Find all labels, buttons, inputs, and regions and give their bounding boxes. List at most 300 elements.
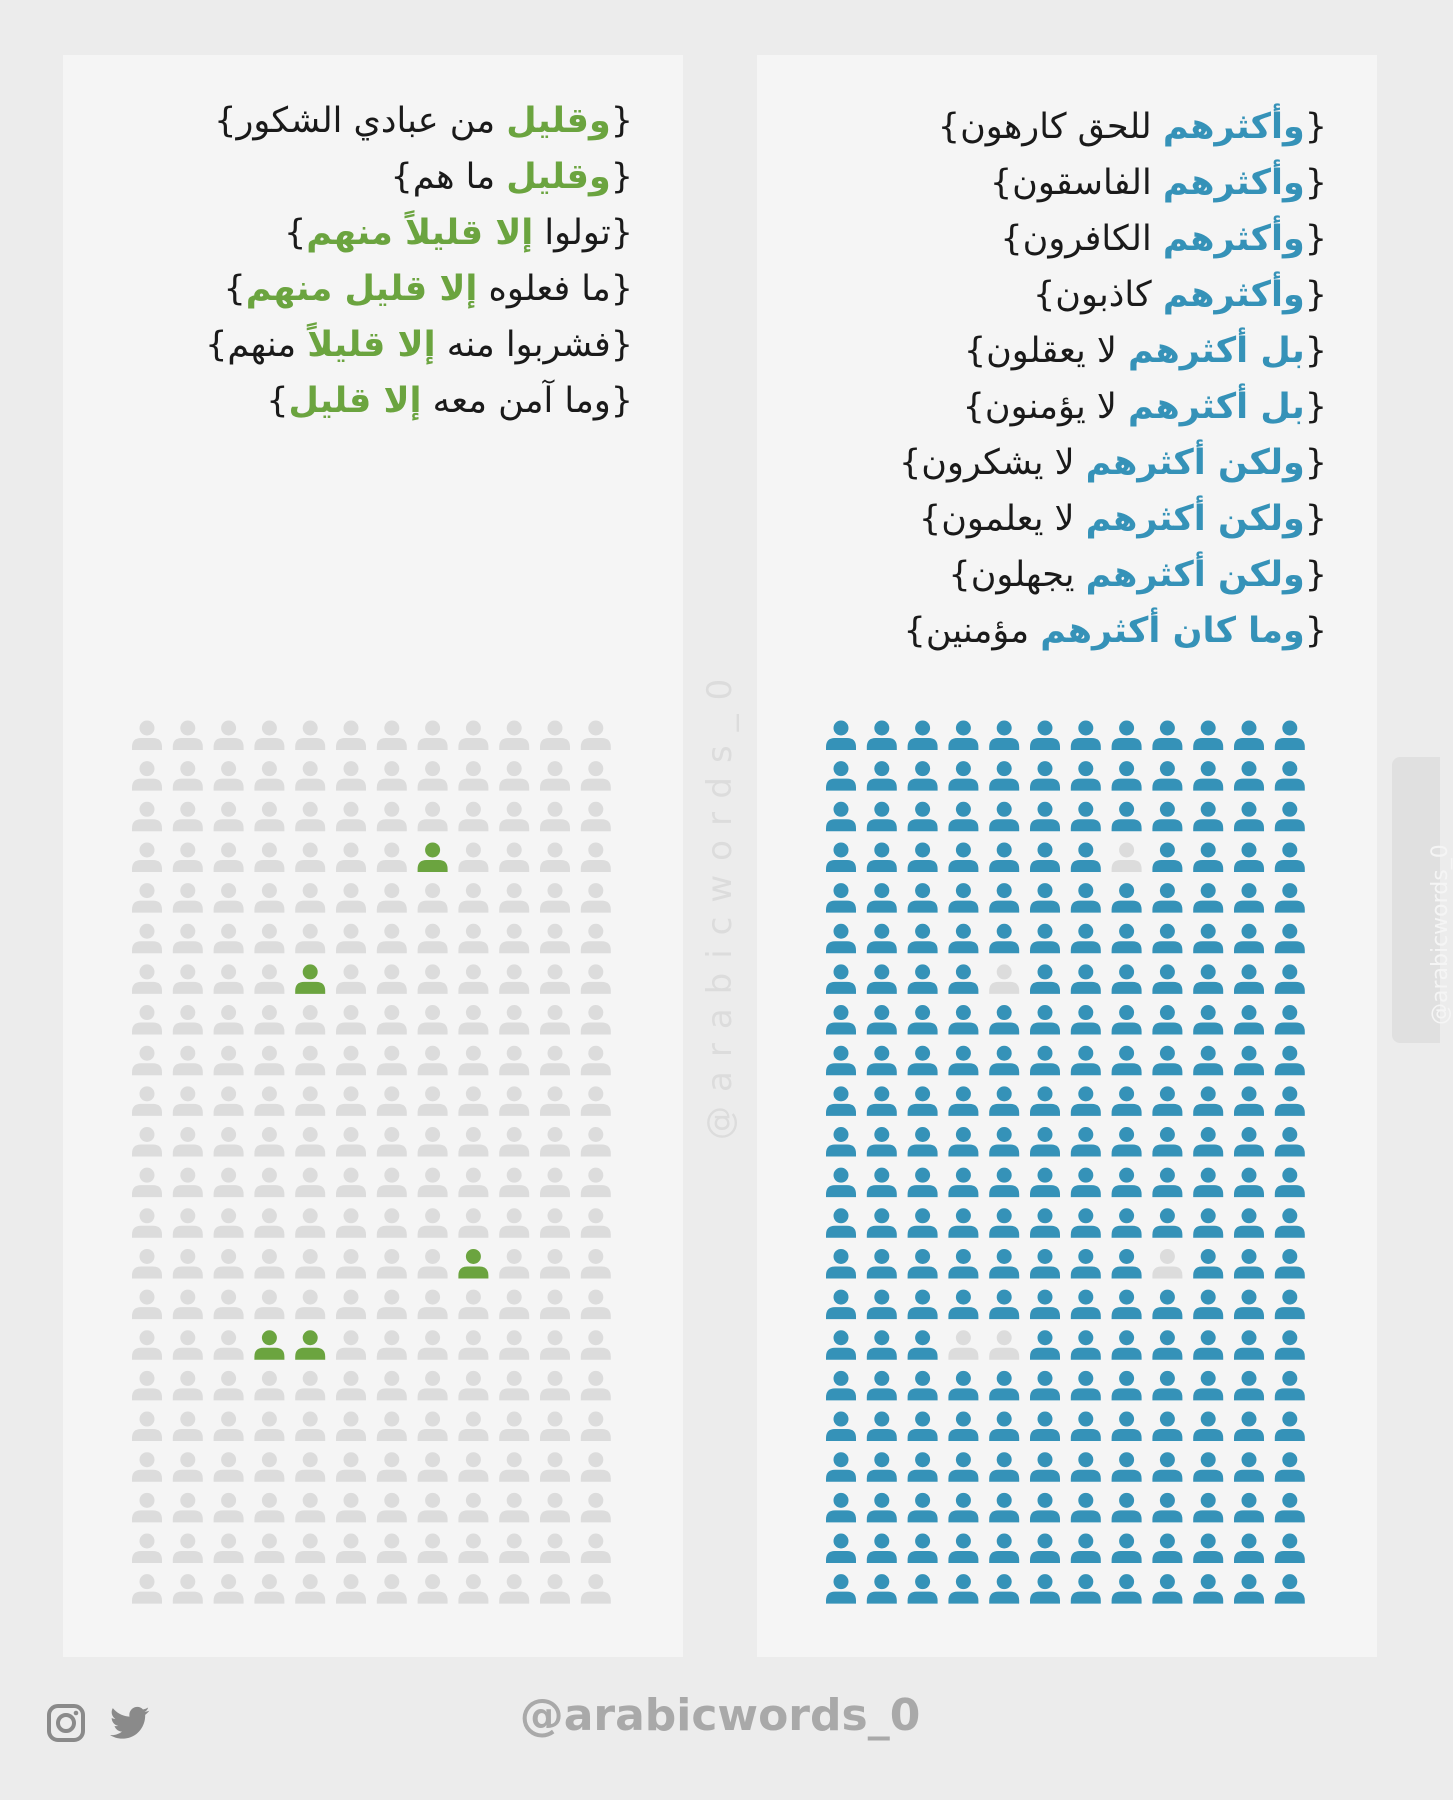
person-icon [254,1208,284,1238]
person-icon [418,883,448,913]
person-icon [458,924,488,954]
left-panel [63,55,683,1657]
person-icon [1152,1330,1182,1360]
person-icon [214,721,244,751]
person-icon [867,924,897,954]
person-icon [377,1086,407,1116]
person-icon [214,1005,244,1035]
person-icon [295,924,325,954]
person-icon [1030,883,1060,913]
person-icon [499,964,529,994]
person-icon [581,883,611,913]
person-icon [499,1534,529,1564]
person-icon [948,1290,978,1320]
person-icon [254,1046,284,1076]
person-icon [336,883,366,913]
person-icon [214,1249,244,1279]
person-icon [1071,1290,1101,1320]
person-icon [1275,1046,1305,1076]
person-icon [418,1493,448,1523]
person-icon [1112,1127,1142,1157]
person-icon [458,1452,488,1482]
person-icon [826,1452,856,1482]
verse-highlight: إلا قليل منهم [245,269,478,309]
person-icon [132,1249,162,1279]
person-icon [1030,721,1060,751]
person-icon [540,1086,570,1116]
person-icon [989,1290,1019,1320]
person-icon [458,883,488,913]
person-icon [1234,802,1264,832]
person-icon [540,924,570,954]
person-icon [1234,1452,1264,1482]
person-icon [132,1127,162,1157]
person-icon [214,924,244,954]
person-icon [458,1493,488,1523]
person-icon [948,1534,978,1564]
person-icon [1030,1168,1060,1198]
person-icon [418,1412,448,1442]
person-icon [214,1086,244,1116]
person-icon [1030,924,1060,954]
verse-text: } [1000,219,1023,259]
person-icon [581,1493,611,1523]
person-icon [254,1127,284,1157]
person-icon [214,1330,244,1360]
person-icon [499,1493,529,1523]
person-icon [336,1330,366,1360]
person-icon [948,1168,978,1198]
person-icon [1275,1249,1305,1279]
person-icon [377,1330,407,1360]
person-icon [908,924,938,954]
person-icon [499,1046,529,1076]
person-icon [499,842,529,872]
person-icon [1275,761,1305,791]
person-icon [581,1208,611,1238]
person-icon [989,1330,1019,1360]
person-icon [336,1290,366,1320]
person-icon [1030,842,1060,872]
person-icon [1071,721,1101,751]
person-icon [540,1005,570,1035]
person-icon [295,1371,325,1401]
person-icon [418,1086,448,1116]
person-icon [458,802,488,832]
person-icon [132,1574,162,1604]
person-icon [132,1493,162,1523]
person-icon [1112,1168,1142,1198]
person-icon [1234,842,1264,872]
person-icon [295,802,325,832]
person-icon [1234,1127,1264,1157]
person-icon [1234,964,1264,994]
verse-text: ما فعلوه [477,269,611,309]
person-icon [581,1574,611,1604]
person-icon [377,1371,407,1401]
person-icon [1234,1208,1264,1238]
person-icon [826,1371,856,1401]
person-icon [295,721,325,751]
person-icon [581,1046,611,1076]
person-icon [499,1005,529,1035]
person-icon [1193,1452,1223,1482]
person-icon [1152,842,1182,872]
person-icon [540,1168,570,1198]
person-icon [989,842,1019,872]
person-icon [1234,1371,1264,1401]
person-icon [254,1534,284,1564]
person-icon [173,842,203,872]
person-icon [295,964,325,994]
person-icon [499,1330,529,1360]
person-icon [989,1127,1019,1157]
person-icon [336,802,366,832]
person-icon [499,1086,529,1116]
person-icon [826,1127,856,1157]
person-icon [1275,842,1305,872]
verse-text: منهم [227,325,308,365]
person-icon [1071,1574,1101,1604]
person-icon [948,1452,978,1482]
person-icon [214,1290,244,1320]
person-icon [826,964,856,994]
person-icon [908,721,938,751]
person-icon [295,1534,325,1564]
right-panel [757,55,1377,1657]
person-icon [1152,924,1182,954]
person-icon [1152,1086,1182,1116]
person-icon [132,761,162,791]
person-icon [214,761,244,791]
person-icon [581,1290,611,1320]
person-icon [1152,1249,1182,1279]
person-icon [948,1046,978,1076]
person-icon [1071,1086,1101,1116]
person-icon [867,1005,897,1035]
person-icon [581,1127,611,1157]
person-icon [254,924,284,954]
person-icon [1234,1574,1264,1604]
person-icon [295,1086,325,1116]
person-icon [336,964,366,994]
person-icon [540,1208,570,1238]
verse-highlight: إلا قليلاً [307,325,436,365]
person-icon [867,1574,897,1604]
person-icon [1030,802,1060,832]
person-icon [826,1086,856,1116]
person-icon [581,964,611,994]
person-icon [1112,1330,1142,1360]
person-icon [867,1371,897,1401]
person-icon [908,1046,938,1076]
person-icon [214,964,244,994]
person-icon [867,761,897,791]
person-icon [173,1452,203,1482]
person-icon [295,1412,325,1442]
person-icon [458,1249,488,1279]
person-icon [948,802,978,832]
person-icon [1071,761,1101,791]
person-icon [1071,1127,1101,1157]
person-icon [1193,1005,1223,1035]
person-icon [867,1127,897,1157]
person-icon [1071,1371,1101,1401]
person-icon [1275,1005,1305,1035]
person-icon [254,1005,284,1035]
person-icon [458,1371,488,1401]
person-icon [1193,721,1223,751]
person-icon [1152,761,1182,791]
person-icon [1193,1290,1223,1320]
person-icon [948,1005,978,1035]
person-icon [948,1493,978,1523]
person-icon [214,1493,244,1523]
person-icon [418,1371,448,1401]
person-icon [1234,1290,1264,1320]
person-icon [254,1330,284,1360]
person-icon [336,1493,366,1523]
person-icon [254,1086,284,1116]
person-icon [1152,1493,1182,1523]
person-icon [377,721,407,751]
person-icon [1275,1290,1305,1320]
person-icon [1152,1290,1182,1320]
person-icon [1152,1371,1182,1401]
verse-text: { [1304,219,1327,259]
verse-text: لا يؤمنون [984,387,1129,427]
person-icon [1112,1574,1142,1604]
person-icon [377,761,407,791]
person-icon [948,924,978,954]
person-icon [1071,1005,1101,1035]
person-icon [989,1046,1019,1076]
person-icon [173,883,203,913]
person-icon [458,964,488,994]
person-icon [1234,1249,1264,1279]
person-icon [1234,924,1264,954]
person-icon [458,1208,488,1238]
person-icon [1071,1412,1101,1442]
person-icon [499,1208,529,1238]
person-icon [214,1534,244,1564]
person-icon [867,883,897,913]
person-icon [336,842,366,872]
person-icon [173,1046,203,1076]
person-icon [1275,924,1305,954]
person-icon [908,964,938,994]
person-icon [1275,1574,1305,1604]
person-icon [581,1005,611,1035]
person-icon [948,1086,978,1116]
person-icon [989,721,1019,751]
person-icon [989,1452,1019,1482]
verse-highlight: وأكثرهم [1162,163,1305,203]
verse-text: { [1304,555,1327,595]
verse-text: } [989,163,1013,203]
person-icon [377,1412,407,1442]
person-icon [1071,1493,1101,1523]
person-icon [581,1168,611,1198]
verse-text: { [1304,611,1327,651]
person-icon [581,1412,611,1442]
person-icon [948,1249,978,1279]
person-icon [1071,802,1101,832]
person-icon [377,1290,407,1320]
verse-text: يجهلون [970,555,1086,595]
person-icon [1234,1005,1264,1035]
person-icon [295,1046,325,1076]
person-icon [540,1330,570,1360]
person-icon [989,1168,1019,1198]
person-icon [1275,1330,1305,1360]
person-icon [1030,1330,1060,1360]
person-icon [989,761,1019,791]
person-icon [1234,1168,1264,1198]
person-icon [336,1046,366,1076]
person-icon [540,1127,570,1157]
person-icon [418,802,448,832]
person-icon [1193,802,1223,832]
person-icon [295,1493,325,1523]
person-icon [1071,964,1101,994]
person-icon [418,924,448,954]
person-icon [1193,1127,1223,1157]
person-icon [173,1412,203,1442]
person-icon [254,964,284,994]
person-icon [377,1534,407,1564]
person-icon [1071,1534,1101,1564]
person-icon [254,1412,284,1442]
person-icon [458,1534,488,1564]
person-icon [1275,1168,1305,1198]
verse-text: { [1304,163,1327,203]
person-icon [254,721,284,751]
person-icon [1193,1330,1223,1360]
person-icon [173,1371,203,1401]
person-icon [377,802,407,832]
person-icon [458,721,488,751]
person-icon [826,1046,856,1076]
verse-text: } [937,107,961,147]
person-icon [132,842,162,872]
person-icon [581,842,611,872]
verse-text: من عبادي الشكور [236,101,507,141]
person-icon [826,1493,856,1523]
person-icon [336,924,366,954]
person-icon [173,1330,203,1360]
verse-highlight: بل أكثرهم [1128,387,1305,427]
verse-text: { [1304,499,1327,539]
person-icon [1030,1412,1060,1442]
person-icon [581,1452,611,1482]
person-icon [418,1127,448,1157]
person-icon [826,1168,856,1198]
verse-text: { [1304,107,1327,147]
person-icon [458,842,488,872]
person-icon [989,883,1019,913]
person-icon [1275,1412,1305,1442]
person-icon [1234,883,1264,913]
person-icon [1275,1534,1305,1564]
verse-text: } [223,269,246,309]
person-icon [1193,1086,1223,1116]
side-tab [1392,757,1453,1043]
person-icon [254,1574,284,1604]
person-icon [458,1127,488,1157]
person-icon [948,761,978,791]
person-icon [418,1208,448,1238]
person-icon [989,1574,1019,1604]
person-icon [1030,761,1060,791]
person-icon [1275,1127,1305,1157]
person-icon [1112,1412,1142,1442]
person-icon [132,1046,162,1076]
person-icon [377,1005,407,1035]
person-icon [1030,1046,1060,1076]
verse-highlight: وقليل [506,101,611,141]
person-icon [336,1534,366,1564]
person-icon [458,1412,488,1442]
person-icon [826,1534,856,1564]
person-icon [173,924,203,954]
person-icon [826,802,856,832]
person-icon [826,1249,856,1279]
verse-highlight: ولكن أكثرهم [1085,555,1305,595]
person-icon [1152,1574,1182,1604]
person-icon [173,1005,203,1035]
verse-text: لا يشكرون [921,443,1086,483]
verse-text: { [1304,443,1327,483]
person-icon [295,842,325,872]
person-icon [540,1249,570,1279]
person-icon [867,1290,897,1320]
person-icon [254,842,284,872]
person-icon [1193,964,1223,994]
person-icon [458,1290,488,1320]
person-icon [908,1534,938,1564]
person-icon [254,802,284,832]
person-icon [214,842,244,872]
verse-text: } [390,157,413,197]
person-icon [1112,883,1142,913]
person-icon [826,1005,856,1035]
person-icon [295,1127,325,1157]
person-icon [908,883,938,913]
person-icon [948,721,978,751]
person-icon [867,802,897,832]
people-grid-left [63,55,683,1657]
person-icon [826,761,856,791]
verse-highlight: ولكن أكثرهم [1085,499,1305,539]
person-icon [173,1249,203,1279]
person-icon [377,1452,407,1482]
person-icon [173,964,203,994]
verse-text: تولوا [533,213,611,253]
person-icon [867,1168,897,1198]
person-icon [989,1534,1019,1564]
person-icon [1152,1208,1182,1238]
person-icon [458,1330,488,1360]
person-icon [989,1086,1019,1116]
person-icon [1193,1168,1223,1198]
person-icon [867,964,897,994]
person-icon [1152,1412,1182,1442]
verse-text: } [205,325,228,365]
person-icon [336,1168,366,1198]
person-icon [1152,1452,1182,1482]
person-icon [214,1168,244,1198]
